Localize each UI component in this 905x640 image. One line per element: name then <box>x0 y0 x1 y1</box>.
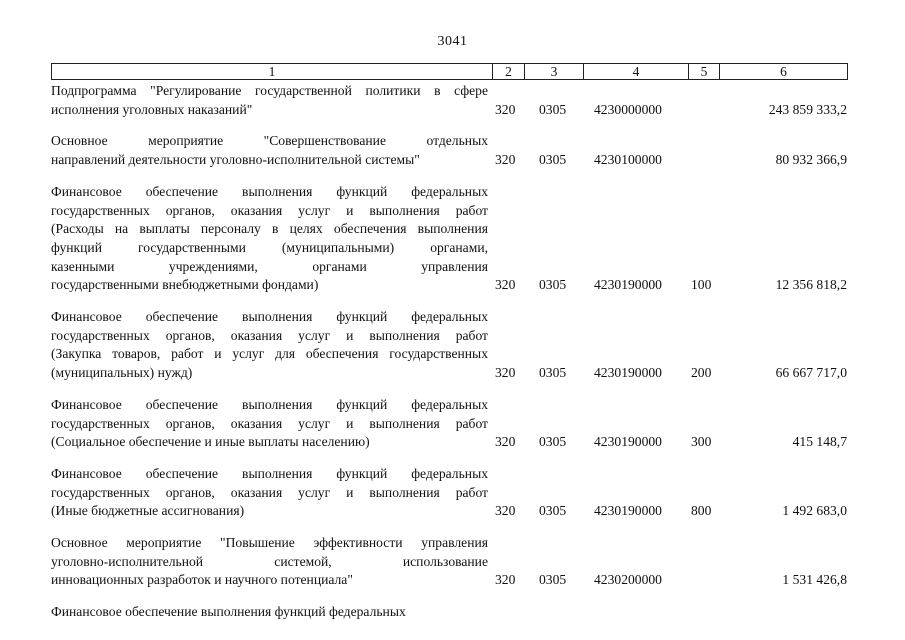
description-line: уголовно-исполнительной системой, использование <box>51 553 488 569</box>
table-row <box>51 396 848 452</box>
header-col-6: 6 <box>719 64 847 79</box>
description-line: Финансовое обеспечение выполнения функций федеральных <box>51 396 488 412</box>
header-col-3: 3 <box>524 64 583 79</box>
col-6-value: 66 667 717,0 <box>775 365 847 381</box>
table-row <box>51 308 848 383</box>
row-description <box>51 465 488 521</box>
col-4-value: 4230100000 <box>594 152 662 168</box>
description-line: государственными внебюджетными фондами) <box>51 277 319 293</box>
description-line: Финансовое обеспечение выполнения функций федеральных <box>51 604 406 620</box>
header-col-1: 1 <box>268 64 276 79</box>
description-line: государственных органов, оказания услуг и выполнения работ <box>51 484 488 500</box>
col-2-value: 320 <box>495 365 516 381</box>
col-3-value: 0305 <box>539 101 567 117</box>
description-line: (Расходы на выплаты персоналу в целях обеспечения выполнения <box>51 221 488 237</box>
row-description <box>51 534 488 590</box>
col-3-value: 0305 <box>539 277 567 293</box>
col-4-value: 4230190000 <box>594 365 662 381</box>
col-6-value: 243 859 333,2 <box>768 101 847 117</box>
col-3-value: 0305 <box>539 365 567 381</box>
description-line: государственных органов, оказания услуг и выполнения работ <box>51 327 488 343</box>
table-row <box>51 534 848 590</box>
description-line: направлений деятельности уголовно-исполнительной системы" <box>51 152 420 168</box>
description-line: государственных органов, оказания услуг и выполнения работ <box>51 202 488 218</box>
col-5-value: 300 <box>691 434 712 450</box>
row-description <box>51 603 488 622</box>
page-number: 3041 <box>437 34 468 49</box>
col-3-value: 0305 <box>539 152 567 168</box>
header-col-2: 2 <box>492 64 524 79</box>
col-3-value: 0305 <box>539 572 567 588</box>
col-4-value: 4230190000 <box>594 503 662 519</box>
description-line: (Закупка товаров, работ и услуг для обеспечения государственных <box>51 346 488 362</box>
description-line: Финансовое обеспечение выполнения функций федеральных <box>51 183 488 199</box>
description-line: (муниципальных) нужд) <box>51 365 193 381</box>
col-6-value: 415 148,7 <box>792 434 847 450</box>
description-line: инновационных разработок и научного потенциала" <box>51 572 353 588</box>
description-line: Финансовое обеспечение выполнения функций федеральных <box>51 309 488 325</box>
row-description <box>51 82 488 119</box>
table-row <box>51 465 848 521</box>
col-4-value: 4230190000 <box>594 434 662 450</box>
description-line: казенными учреждениями, органами управления <box>51 258 488 274</box>
col-2-value: 320 <box>495 572 516 588</box>
col-2-value: 320 <box>495 101 516 117</box>
col-3-value: 0305 <box>539 503 567 519</box>
table-row <box>51 183 848 295</box>
table-row <box>51 132 848 169</box>
col-2-value: 320 <box>495 434 516 450</box>
description-line: Основное мероприятие "Совершенствование отдельных <box>51 133 488 149</box>
description-line: государственных органов, оказания услуг и выполнения работ <box>51 415 488 431</box>
table-row <box>51 603 848 622</box>
col-6-value: 80 932 366,9 <box>775 152 847 168</box>
description-line: функций государственными (муниципальными) органами, <box>51 239 488 255</box>
col-6-value: 1 531 426,8 <box>782 572 847 588</box>
row-description <box>51 308 488 383</box>
col-2-value: 320 <box>495 152 516 168</box>
description-line: Финансовое обеспечение выполнения функций федеральных <box>51 465 488 481</box>
description-line: исполнения уголовных наказаний" <box>51 101 253 117</box>
table-header-row <box>51 63 848 80</box>
col-4-value: 4230200000 <box>594 572 662 588</box>
col-6-value: 12 356 818,2 <box>775 277 847 293</box>
col-3-value: 0305 <box>539 434 567 450</box>
row-description <box>51 396 488 452</box>
col-5-value: 100 <box>691 277 712 293</box>
col-6-value: 1 492 683,0 <box>782 503 847 519</box>
row-description <box>51 183 488 295</box>
col-4-value: 4230190000 <box>594 277 662 293</box>
table-row <box>51 82 848 119</box>
col-2-value: 320 <box>495 503 516 519</box>
col-5-value: 800 <box>691 503 712 519</box>
description-line: (Иные бюджетные ассигнования) <box>51 503 245 519</box>
description-line: (Социальное обеспечение и иные выплаты населению) <box>51 434 370 450</box>
description-line: Подпрограмма "Регулирование государственной политики в сфере <box>51 83 488 98</box>
col-5-value: 200 <box>691 365 712 381</box>
header-col-5: 5 <box>688 64 719 79</box>
description-line: Основное мероприятие "Повышение эффективности управления <box>51 535 488 551</box>
header-col-4: 4 <box>583 64 688 79</box>
row-description <box>51 132 488 169</box>
col-4-value: 4230000000 <box>594 101 662 117</box>
budget-table <box>51 63 848 620</box>
table-body <box>51 80 848 622</box>
col-2-value: 320 <box>495 277 516 293</box>
